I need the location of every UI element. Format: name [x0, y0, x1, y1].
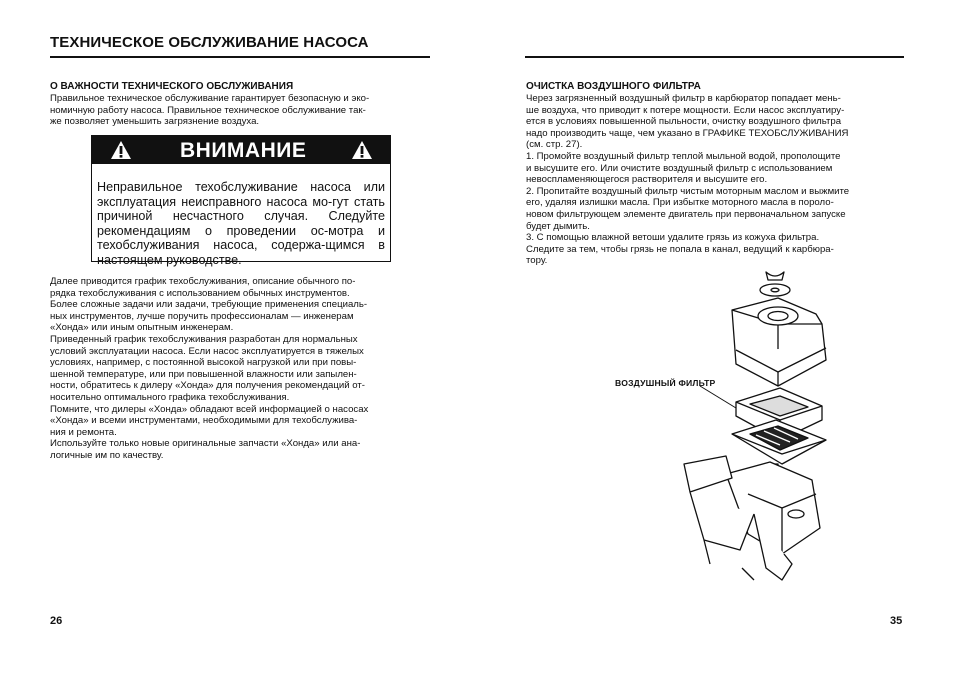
- text-line: «Хонда» и всеми инструментами, необходимыми для техобслужива-: [50, 415, 358, 427]
- text-line: будет дымить.: [526, 220, 590, 232]
- text-line: ных инструментов, лучше поручить профессионалам — инженерам: [50, 310, 354, 322]
- text-line: надо производить чаще, чем указано в ГРАФИКЕ ТЕХОБСЛУЖИВАНИЯ: [526, 127, 849, 139]
- body-text-left: [50, 276, 428, 462]
- intro-text: [50, 93, 428, 128]
- page-number-left: 26: [50, 615, 63, 627]
- warning-header: [92, 136, 390, 164]
- section-heading-air-filter: ОЧИСТКА ВОЗДУШНОГО ФИЛЬТРА: [526, 81, 701, 92]
- warning-triangle-icon: [110, 140, 132, 160]
- text-line: логичные им по качеству.: [50, 449, 164, 461]
- text-line: Более сложные задачи или задачи, требующие применения специаль-: [50, 299, 368, 311]
- text-line: рядка техобслуживания с использованием обычных инструментов.: [50, 287, 350, 299]
- figure-label-air-filter: ВОЗДУШНЫЙ ФИЛЬТР: [615, 378, 716, 388]
- text-line: Правильное техническое обслуживание гарантирует безопасную и эко-: [50, 93, 370, 104]
- text-line: «Хонда» или иным опытным инженерам.: [50, 322, 234, 334]
- section-heading-maintenance: О ВАЖНОСТИ ТЕХНИЧЕСКОГО ОБСЛУЖИВАНИЯ: [50, 81, 294, 92]
- text-line: Помните, что дилеры «Хонда» обладают всей информацией о насосах: [50, 403, 369, 415]
- text-line: ется в условиях повышенной пыльности, очистку воздушного фильтра: [526, 116, 842, 128]
- text-line: же позволяет уменьшить загрязнение воздуха.: [50, 116, 260, 128]
- title-rule: [525, 56, 904, 58]
- text-line: (см. стр. 27).: [526, 139, 583, 151]
- text-line: его, удаляя излишки масла. При избытке моторного масла в пороло-: [526, 197, 834, 209]
- text-line: 1. Промойте воздушный фильтр теплой мыльной водой, прополощите: [526, 150, 841, 162]
- text-line: Используйте только новые оригинальные запчасти «Хонда» или ана-: [50, 438, 361, 450]
- warning-triangle-icon: [351, 140, 373, 160]
- warning-text: Неправильное техобслуживание насоса или эксплуатация неисправного насоса мо-гут стать причиной несчастного случая. Следуйте рекомендациям о проведении ос-мотра и техобслуживания насоса, содержа-щимся в настоящем руководстве.: [97, 180, 385, 267]
- text-line: невоспламеняющегося растворителя и высушите его.: [526, 174, 768, 186]
- text-line: 3. С помощью влажной ветоши удалите грязь из кожуха фильтра.: [526, 232, 820, 244]
- text-line: Через загрязненный воздушный фильтр в карбюратор попадает мень-: [526, 93, 841, 104]
- text-line: носительно оптимального графика техобслуживания.: [50, 391, 290, 403]
- text-line: и высушите его. Или очистите воздушный фильтр с использованием: [526, 162, 833, 174]
- text-line: условиях, например, с постоянной высокой нагрузкой или при повы-: [50, 357, 357, 369]
- text-line: новом фильтрующем элементе двигатель при первоначальном запуске: [526, 208, 846, 220]
- text-line: условий эксплуатации насоса. Если насос эксплуатируется в тяжелых: [50, 345, 364, 357]
- text-line: Следите за тем, чтобы грязь не попала в канал, ведущий к карбюра-: [526, 243, 834, 255]
- warning-title: ВНИМАНИЕ: [180, 139, 307, 162]
- page-number-right: 35: [890, 615, 903, 627]
- text-line: Приведенный график техобслуживания разработан для нормальных: [50, 333, 358, 345]
- text-line: ше воздуха, что приводит к потере мощности. Если насос эксплуатиру-: [526, 104, 845, 116]
- text-line: тору.: [526, 255, 548, 267]
- text-line: номичную работу насоса. Правильное техническое обслуживание так-: [50, 104, 366, 116]
- title-rule: [50, 56, 430, 58]
- text-line: шенной температуре, или при повышенной влажности или запылен-: [50, 368, 357, 380]
- page-title: ТЕХНИЧЕСКОЕ ОБСЛУЖИВАНИЕ НАСОСА: [50, 34, 369, 51]
- air-filter-illustration: [670, 268, 840, 588]
- text-line: 2. Пропитайте воздушный фильтр чистым моторным маслом и выжмите: [526, 185, 850, 197]
- text-line: Далее приводится график техобслуживания, описание обычного по-: [50, 276, 356, 287]
- text-line: ности, обратитесь к дилеру «Хонда» для получения рекомендаций от-: [50, 380, 365, 392]
- text-line: ния и ремонта.: [50, 426, 117, 438]
- body-text-right: [526, 93, 904, 267]
- warning-box: [91, 135, 391, 267]
